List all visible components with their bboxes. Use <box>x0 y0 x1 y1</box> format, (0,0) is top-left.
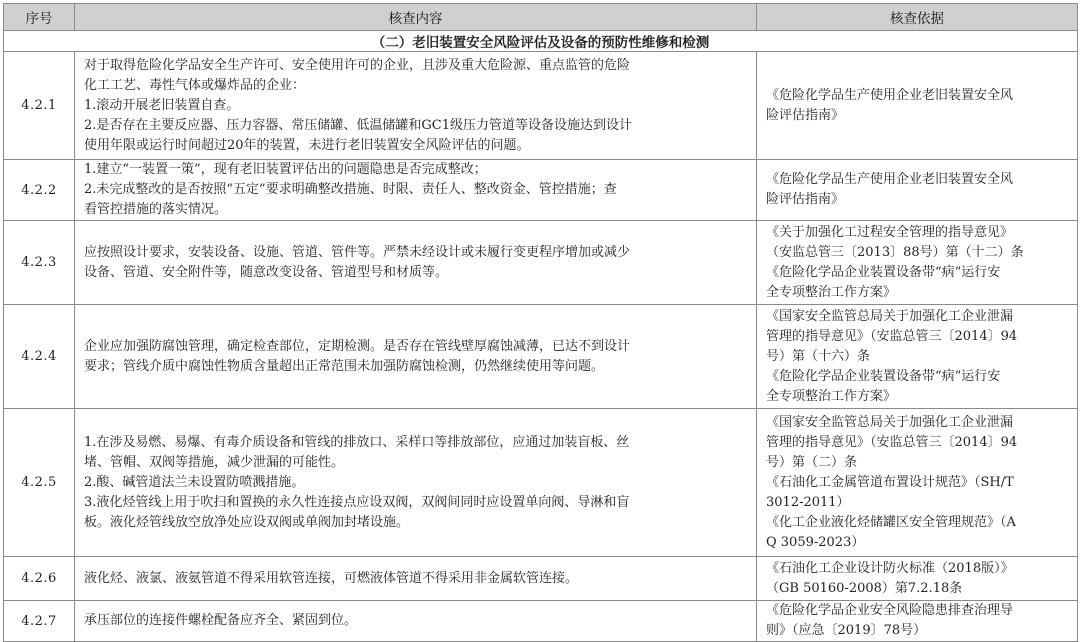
row-number: 4.2.5 <box>4 409 75 557</box>
content-line: 1.在涉及易燃、易爆、有毒介质设备和管线的排放口、采样口等排放部位，应通过加装盲板、丝 <box>84 434 630 450</box>
content-line: 企业应加强防腐蚀管理，确定检查部位，定期检测。是否存在管线壁厚腐蚀减薄，已达不到设计 <box>84 338 631 354</box>
content-line: 承压部位的连接件螺栓配备应齐全、紧固到位。 <box>84 613 358 628</box>
content-line: 液化烃、液氯、液氨管道不得采用软管连接，可燃液体管道不得采用非金属软管连接。 <box>84 570 579 586</box>
content-line: 3.液化烃管线上用于吹扫和置换的永久性连接点应设双阀，双阀间同时应设置单向阀、导淋和盲 <box>84 494 630 510</box>
check-content-cell <box>75 221 757 305</box>
section-row <box>4 31 1078 52</box>
row-number: 4.2.1 <box>4 52 75 160</box>
content-line: 对于取得危险化学品安全生产许可、安全使用许可的企业，且涉及重大危险源、重点监管的危险 <box>84 57 631 73</box>
check-basis-cell <box>757 160 1078 221</box>
row-number: 4.2.6 <box>4 557 75 601</box>
section-title: （二）老旧装置安全风险评估及设备的预防性维修和检测 <box>4 31 1078 52</box>
table-row <box>4 409 1078 557</box>
header-content: 核查内容 <box>75 4 757 31</box>
check-basis-cell <box>757 52 1078 160</box>
table-row <box>4 52 1078 160</box>
content-line: 看管控措施的落实情况。 <box>84 202 228 217</box>
basis-line: 《危险化学品企业安全风险隐患排查治理导 <box>766 603 1014 618</box>
row-number: 4.2.7 <box>4 601 75 642</box>
check-content-cell <box>75 409 757 557</box>
inspection-table-container <box>3 3 1077 638</box>
table-row <box>4 601 1078 642</box>
content-line: 1.滚动开展老旧装置自查。 <box>84 97 240 113</box>
content-line: 应按照设计要求，安装设备、设施、管道、管件等。严禁未经设计或未履行变更程序增加或减少 <box>84 244 631 260</box>
content-line: 设备、管道、安全附件等，随意改变设备、管道型号和材质等。 <box>84 264 449 280</box>
content-line: 要求；管线介质中腐蚀性物质含量超出正常范围未加强防腐蚀检测，仍然继续使用等问题。 <box>84 358 605 374</box>
basis-line: Q 3059-2023） <box>766 534 865 550</box>
basis-line: 险评估指南》 <box>766 107 845 123</box>
table-row <box>4 305 1078 409</box>
check-content-cell <box>75 52 757 160</box>
inspection-table <box>3 3 1078 642</box>
basis-line: 则》（应急〔2019〕78号） <box>766 623 927 638</box>
header-basis: 核查依据 <box>757 4 1078 31</box>
check-basis-cell <box>757 409 1078 557</box>
check-basis-cell <box>757 557 1078 601</box>
basis-line: 《石油化工金属管道布置设计规范》（SH/T <box>766 474 1014 490</box>
basis-line: 《化工企业液化烃储罐区安全管理规范》（A <box>766 514 1016 530</box>
basis-line: 号）第（二）条 <box>766 454 858 470</box>
check-basis-cell <box>757 601 1078 642</box>
basis-line: 全专项整治工作方案》 <box>766 284 897 300</box>
header-row <box>4 4 1078 31</box>
check-content-cell <box>75 557 757 601</box>
basis-line: 管理的指导意见》（安监总管三〔2014〕94 <box>766 328 1018 344</box>
check-content-cell <box>75 160 757 221</box>
row-number: 4.2.4 <box>4 305 75 409</box>
basis-line: 《关于加强化工过程安全管理的指导意见》 <box>766 224 1014 240</box>
basis-line: 《国家安全监管总局关于加强化工企业泄漏 <box>766 414 1014 430</box>
basis-line: 《危险化学品企业装置设备带“病”运行安 <box>766 368 1001 384</box>
basis-line: 《危险化学品生产使用企业老旧装置安全风 <box>766 87 1014 103</box>
content-line: 堵、管帽、双阀等措施，减少泄漏的可能性。 <box>84 454 345 470</box>
basis-line: 《石油化工企业设计防火标准（2018版）》 <box>766 560 1014 576</box>
content-line: 2.是否存在主要反应器、压力容器、常压储罐、低温储罐和GC1级压力管道等设备设施达到设计 <box>84 117 633 133</box>
row-number: 4.2.3 <box>4 221 75 305</box>
content-line: 板。液化烃管线放空放净处应设双阀或单阀加封堵设施。 <box>84 514 410 530</box>
content-line: 化工工艺、毒性气体或爆炸品的企业： <box>84 77 306 93</box>
table-row <box>4 160 1078 221</box>
content-line: 2.未完成整改的是否按照“五定”要求明确整改措施、时限、责任人、整改资金、管控措施；查 <box>84 182 617 197</box>
check-basis-cell <box>757 305 1078 409</box>
basis-line: 《国家安全监管总局关于加强化工企业泄漏 <box>766 308 1014 324</box>
basis-line: 《危险化学品生产使用企业老旧装置安全风 <box>766 172 1014 187</box>
basis-line: 全专项整治工作方案》 <box>766 388 897 404</box>
basis-line: 《危险化学品企业装置设备带“病”运行安 <box>766 264 1001 280</box>
row-number: 4.2.2 <box>4 160 75 221</box>
table-row <box>4 557 1078 601</box>
basis-line: （安监总管三〔2013〕88号）第（十二）条 <box>766 244 1024 260</box>
basis-line: 管理的指导意见》（安监总管三〔2014〕94 <box>766 434 1018 450</box>
basis-line: （GB 50160-2008）第7.2.18条 <box>766 580 963 596</box>
basis-line: 3012-2011） <box>766 494 850 510</box>
check-content-cell <box>75 305 757 409</box>
basis-line: 号）第（十六）条 <box>766 348 871 364</box>
content-line: 1.建立“一装置一策”，现有老旧装置评估出的问题隐患是否完成整改； <box>84 162 487 177</box>
content-line: 使用年限或运行时间超过20年的装置，未进行老旧装置安全风险评估的问题。 <box>84 137 530 153</box>
basis-line: 险评估指南》 <box>766 192 845 207</box>
header-no: 序号 <box>4 4 75 31</box>
check-content-cell <box>75 601 757 642</box>
table-row <box>4 221 1078 305</box>
content-line: 2.酸、碱管道法兰未设置防喷溅措施。 <box>84 474 305 490</box>
check-basis-cell <box>757 221 1078 305</box>
